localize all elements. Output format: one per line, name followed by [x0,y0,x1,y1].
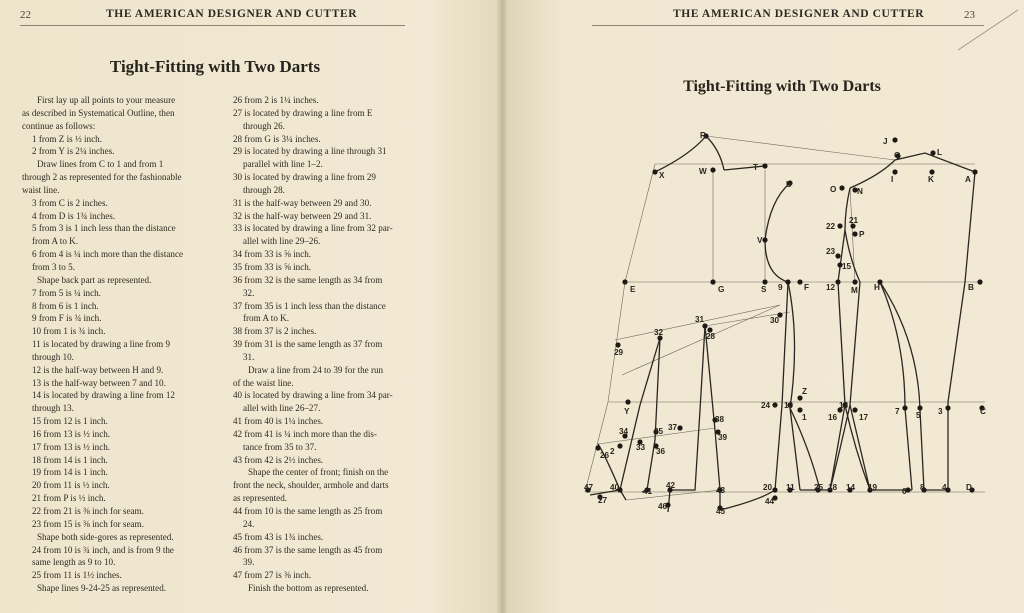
diagram-label-V: V [757,236,763,245]
diagram-point-9 [785,279,790,284]
diagram-label-37: 37 [668,423,678,432]
instruction-line: 24. [243,518,255,529]
right-page-number: 23 [964,9,975,21]
instruction-line: as represented. [233,493,288,504]
diagram-label-45: 45 [716,507,726,516]
left-running-head: THE AMERICAN DESIGNER AND CUTTER [106,8,358,20]
diagram-label-Z: Z [802,387,808,396]
diagram-label-7: 7 [895,407,900,416]
instruction-line: Shape back part as represented. [37,274,152,285]
instruction-line: Finish the bottom as represented. [248,583,369,594]
diagram-label-F: F [804,283,810,292]
diagram-point-G [710,279,715,284]
instruction-line: from 3 to 5. [32,261,75,272]
instruction-line: through 26. [243,120,285,131]
diagram-label-18: 18 [828,483,838,492]
instruction-line: through 28. [243,184,285,195]
diagram-label-32: 32 [654,328,664,337]
diagram-label-A: A [965,175,971,184]
instruction-line: 35 from 33 is ⅝ inch. [233,261,312,272]
diagram-label-41: 41 [643,487,653,496]
diagram-point-M [852,279,857,284]
instruction-line: 27 is located by drawing a line from E [233,107,373,118]
instruction-line: 43 from 42 is 2½ inches. [233,454,324,465]
instruction-line: continue as follows: [22,120,96,131]
diagram-label-44: 44 [765,497,775,506]
instruction-line: allel with line 29–26. [243,236,321,247]
diagram-label-23: 23 [826,247,836,256]
diagram-label-12: 12 [826,283,836,292]
diagram-label-N: N [857,187,863,196]
diagram-label-42: 42 [666,481,676,490]
diagram-label-I: I [891,175,894,184]
instruction-line: 20 from 11 is ½ inch. [32,480,110,491]
instruction-line: 34 from 33 is ⅝ inch. [233,249,312,260]
diagram-point-2 [617,443,622,448]
instruction-line: same length as 9 to 10. [32,557,116,568]
diagram-label-R: R [700,131,706,140]
instruction-line: 11 is located by drawing a line from 9 [32,339,171,350]
diagram-label-17: 17 [859,413,869,422]
diagram-label-20: 20 [763,483,773,492]
diagram-label-2: 2 [610,447,615,456]
instruction-line: through 10. [32,351,74,362]
diagram-point-F [797,279,802,284]
instruction-line: from A to K. [243,313,289,324]
instruction-line: Shape both side-gores as represented. [37,531,174,542]
instruction-line: parallel with line 1–2. [243,159,323,170]
diagram-point-26 [595,445,600,450]
diagram-label-P: P [859,230,865,239]
diagram-label-33: 33 [636,443,646,452]
diagram-point-20 [772,487,777,492]
diagram-label-10: 10 [784,401,794,410]
diagram-label-46: 46 [658,502,668,511]
diagram-label-47: 47 [584,483,594,492]
diagram-label-19: 19 [868,483,878,492]
instruction-line: 44 from 10 is the same length as 25 from [233,506,383,516]
instruction-line: 28 from G is 3¼ inches. [233,133,321,144]
diagram-label-38: 38 [715,415,725,424]
diagram-label-36: 36 [656,447,666,456]
diagram-point-L [930,150,935,155]
diagram-point-S [762,279,767,284]
diagram-label-6: 6 [902,487,907,496]
diagram-point-Z [797,395,802,400]
instruction-line: 24 from 10 is ¾ inch, and is from 9 the [32,544,174,555]
instruction-line: 36 from 32 is the same length as 34 from [233,274,383,285]
instruction-line: 18 from 14 is 1 inch. [32,454,108,465]
diagram-label-28: 28 [706,332,716,341]
instruction-line: 19 from 14 is 1 inch. [32,467,108,478]
diagram-label-34: 34 [619,427,629,436]
instruction-line: 25 from 11 is 1½ inches. [32,570,122,581]
diagram-point-17 [852,407,857,412]
diagram-label-11: 11 [786,483,795,492]
instruction-line: 31. [243,351,255,362]
left-page-title: Tight-Fitting with Two Darts [109,57,321,76]
diagram-point-7 [902,405,907,410]
diagram-point-T [762,163,767,168]
instruction-line: 8 from 6 is 1 inch. [32,300,99,311]
instruction-line: 16 from 13 is ½ inch. [32,428,111,439]
diagram-point-31 [702,323,707,328]
diagram-label-39: 39 [718,433,728,442]
diagram-label-29: 29 [614,348,624,357]
diagram-label-35: 35 [654,427,664,436]
instruction-line: 37 from 35 is 1 inch less than the distance [233,300,386,311]
instruction-line: tance from 35 to 37. [243,441,317,452]
diagram-label-24: 24 [761,401,771,410]
instruction-line: as described in Systematical Outline, then [22,107,175,118]
diagram-label-D: D [966,483,972,492]
instruction-line: 2 from Y is 2¼ inches. [32,146,115,157]
diagram-label-1: 1 [802,413,807,422]
diagram-label-G: G [718,285,725,294]
diagram-point-37 [677,425,682,430]
instruction-line: 3 from C is 2 inches. [32,197,108,208]
instruction-line: 21 from P is ½ inch. [32,493,106,504]
diagram-label-25: 25 [814,483,824,492]
diagram-label-T: T [753,163,759,172]
diagram-point-A [972,169,977,174]
instruction-line: 38 from 37 is 2 inches. [233,326,317,337]
diagram-label-Y: Y [624,407,630,416]
diagram-label-27: 27 [598,496,608,505]
instruction-line: 13 is the half-way between 7 and 10. [32,377,166,388]
diagram-label-8: 8 [920,483,925,492]
diagram-label-W: W [699,167,707,176]
diagram-label-14: 14 [846,483,856,492]
diagram-point-I [892,169,897,174]
diagram-label-4: 4 [942,483,947,492]
diagram-point-22 [837,223,842,228]
instruction-line: through 2 as represented for the fashionable [22,172,182,183]
instruction-line: 32 is the half-way between 29 and 31. [233,210,372,221]
instruction-line: 4 from D is 1¾ inches. [32,210,116,221]
instruction-line: 9 from F is ¾ inch. [32,313,102,324]
diagram-label-5: 5 [916,411,921,420]
diagram-point-B [977,279,982,284]
instruction-line: 40 is located by drawing a line from 34 par- [233,390,393,401]
instruction-line: 31 is the half-way between 29 and 30. [233,197,372,208]
diagram-label-U: U [786,180,792,189]
diagram-point-Y [625,399,630,404]
right-page-title: Tight-Fitting with Two Darts [683,78,881,95]
instruction-line: 26 from 2 is 1¼ inches. [233,95,319,105]
diagram-label-L: L [937,148,943,157]
instruction-line: 17 from 13 is ½ inch. [32,441,111,452]
instruction-line: Shape the center of front; finish on the [248,467,389,478]
instruction-line: 1 from Z is ½ inch. [32,133,102,144]
instruction-line: 30 is located by drawing a line from 29 [233,172,376,183]
diagram-label-J: J [883,137,888,146]
diagram-label-K: K [928,175,934,184]
diagram-point-X [652,169,657,174]
diagram-point-12 [835,279,840,284]
diagram-label-31: 31 [695,315,705,324]
diagram-point-J [892,137,897,142]
diagram-point-V [762,237,767,242]
instruction-line: 45 from 43 is 1¾ inches. [233,531,324,542]
right-running-head: THE AMERICAN DESIGNER AND CUTTER [673,8,925,20]
instruction-line: 29 is located by drawing a line through 31 [233,146,387,157]
diagram-label-Q: Q [894,151,901,160]
instruction-line: waist line. [22,184,60,195]
diagram-label-43: 43 [716,486,726,495]
diagram-point-E [622,279,627,284]
diagram-label-B: B [968,283,974,292]
diagram-label-22: 22 [826,222,836,231]
left-page-number: 22 [20,9,31,21]
instruction-line: 42 from 41 is ¼ inch more than the dis- [233,428,377,439]
instruction-line: 22 from 21 is ⅜ inch for seam. [32,506,144,516]
diagram-label-H: H [874,283,880,292]
instruction-line: 6 from 4 is ¼ inch more than the distance [32,249,184,260]
diagram-label-O: O [830,185,837,194]
diagram-label-13: 13 [839,401,849,410]
diagram-label-40: 40 [610,483,620,492]
diagram-label-M: M [851,286,858,295]
instruction-line: through 13. [32,403,74,414]
instruction-line: 39 from 31 is the same length as 37 from [233,339,383,350]
diagram-point-3 [945,405,950,410]
diagram-label-S: S [761,285,767,294]
instruction-line: 39. [243,557,255,568]
instruction-line: of the waist line. [233,377,294,388]
diagram-label-9: 9 [778,283,783,292]
instruction-line: 14 is located by drawing a line from 12 [32,390,175,401]
instruction-line: Draw lines from C to 1 and from 1 [37,159,164,170]
instruction-line: allel with line 26–27. [243,403,321,414]
instruction-line: 7 from 5 is ¼ inch. [32,287,101,298]
diagram-point-5 [917,405,922,410]
diagram-label-3: 3 [938,407,943,416]
instruction-line: front the neck, shoulder, armhole and darts [233,480,389,491]
diagram-label-X: X [659,171,665,180]
instruction-line: 15 from 12 is 1 inch. [32,416,108,427]
instruction-line: from A to K. [32,236,78,247]
instruction-line: Draw a line from 24 to 39 for the run [248,364,384,375]
instruction-line: 23 from 15 is ⅜ inch for seam. [32,518,144,529]
diagram-point-1 [797,407,802,412]
diagram-label-30: 30 [770,316,780,325]
diagram-label-15: 15 [842,262,852,271]
instruction-line: 33 is located by drawing a line from 32 par- [233,223,393,234]
diagram-label-16: 16 [828,413,838,422]
diagram-point-K [929,169,934,174]
diagram-label-C: C [980,407,986,416]
instruction-line: 10 from 1 is ¾ inch. [32,326,106,337]
diagram-label-21: 21 [849,216,859,225]
diagram-label-26: 26 [600,451,610,460]
instruction-line: 41 from 40 is 1¼ inches. [233,416,324,427]
diagram-point-24 [772,402,777,407]
diagram-point-23 [835,253,840,258]
instruction-line: 5 from 3 is 1 inch less than the distance [32,223,176,234]
instruction-line: 46 from 37 is the same length as 45 from [233,544,383,555]
instruction-line: 32. [243,287,255,298]
instruction-line: 47 from 27 is ⅜ inch. [233,570,312,581]
instruction-line: Shape lines 9-24-25 as represented. [37,583,167,594]
instruction-line: First lay up all points to your measure [37,95,176,105]
diagram-point-P [852,231,857,236]
diagram-point-29 [615,342,620,347]
instruction-line: 12 is the half-way between H and 9. [32,364,164,375]
diagram-point-O [839,185,844,190]
diagram-point-W [710,167,715,172]
diagram-label-E: E [630,285,636,294]
